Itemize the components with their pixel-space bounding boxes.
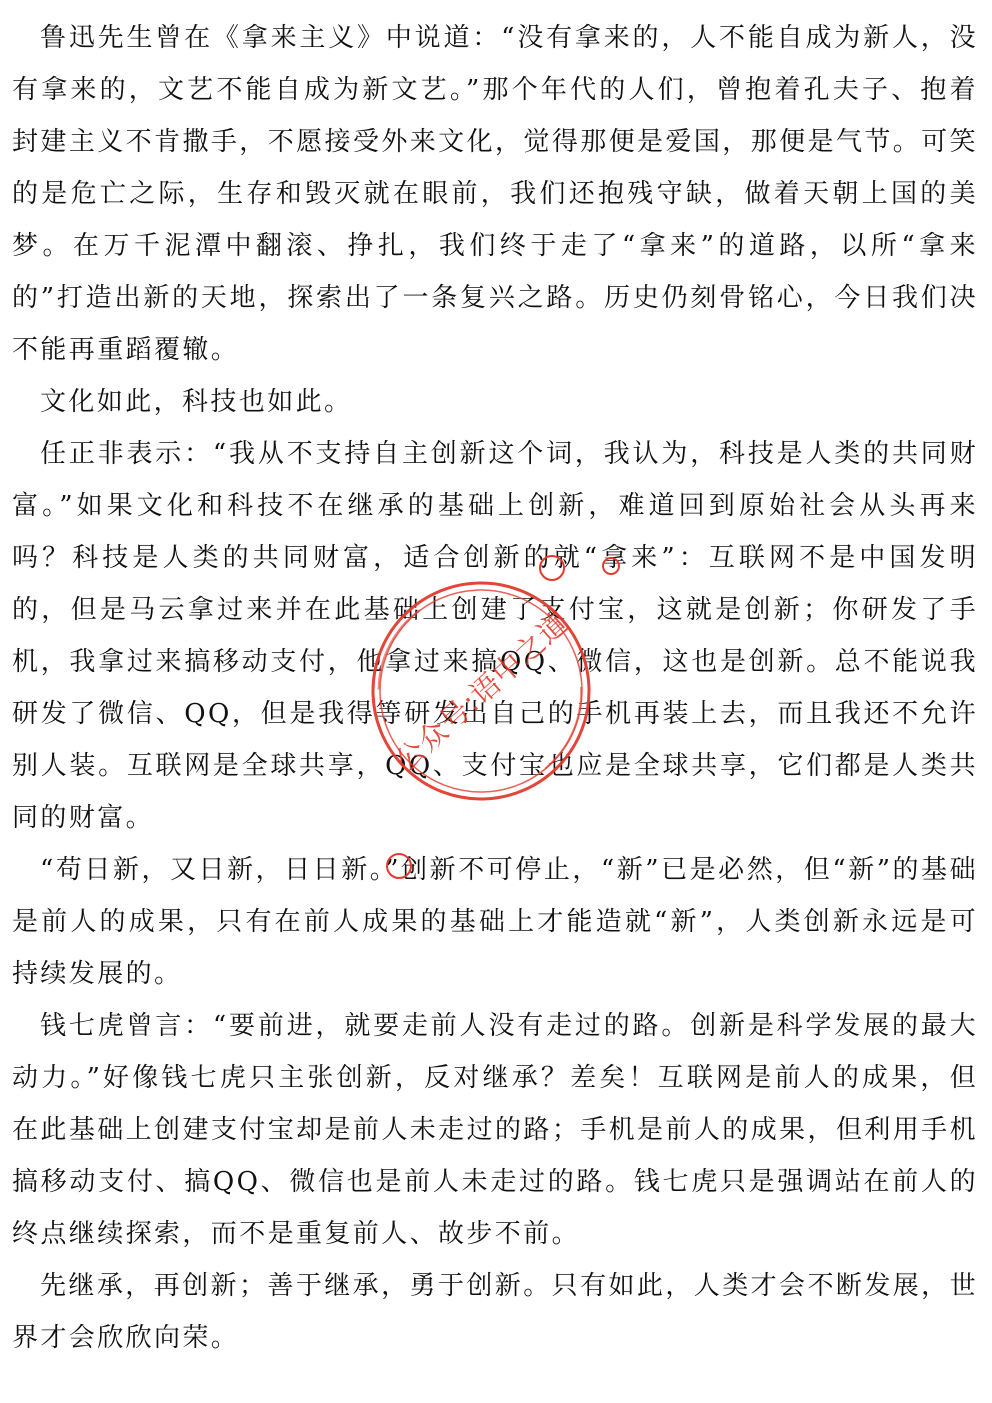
paragraph-4: “苟日新，又日新，日日新。”创新不可停止，“新”已是必然，但“新”的基础是前人的成果，只有在前人成果的基础上才能造就“新”，人类创新永远是可持续发展的。	[12, 855, 978, 989]
paragraph-3: 任正非表示：“我从不支持自主创新这个词，我认为，科技是人类的共同财富。”如果文化和科技不在继承的基础上创新，难道回到原始社会从头再来吗？科技是人类的共同财富，适合创新的就“拿来”：互联网不是中国发明的，但是马云拿过来并在此基础上创建了支付宝，这就是创新；你研发了手机，我拿过来搞移动支付，他拿过来搞QQ、微信，这也是创新。总不能说我研发了微信、QQ，但是我得等研发出自己的手机再装上去，而且我还不允许别人装。互联网是全球共享，QQ、支付宝也应是全球共享，它们都是人类共同的财富。	[12, 439, 978, 833]
essay-body	[12, 12, 978, 1364]
paragraph-2: 文化如此，科技也如此。	[40, 387, 353, 417]
paragraph-1: 鲁迅先生曾在《拿来主义》中说道：“没有拿来的，人不能自成为新人，没有拿来的，文艺不能自成为新文艺。”那个年代的人们，曾抱着孔夫子、抱着封建主义不肯撒手，不愿接受外来文化，觉得那便是爱国，那便是气节。可笑的是危亡之际，生存和毁灭就在眼前，我们还抱残守缺，做着天朝上国的美梦。在万千泥潭中翻滚、挣扎，我们终于走了“拿来”的道路，以所“拿来的”打造出新的天地，探索出了一条复兴之路。历史仍刻骨铭心，今日我们决不能再重蹈覆辙。	[12, 23, 978, 365]
paragraph-5: 钱七虎曾言：“要前进，就要走前人没有走过的路。创新是科学发展的最大动力。”好像钱七虎只主张创新，反对继承？差矣！互联网是前人的成果，但在此基础上创建支付宝却是前人未走过的路；手机是前人的成果，但利用手机搞移动支付、搞QQ、微信也是前人未走过的路。钱七虎只是强调站在前人的终点继续探索，而不是重复前人、故步不前。	[12, 1011, 978, 1249]
stamp-text: 公众号:语中之道	[388, 605, 576, 779]
paragraph-6: 先继承，再创新；善于继承，勇于创新。只有如此，人类才会不断发展，世界才会欣欣向荣。	[12, 1271, 978, 1353]
